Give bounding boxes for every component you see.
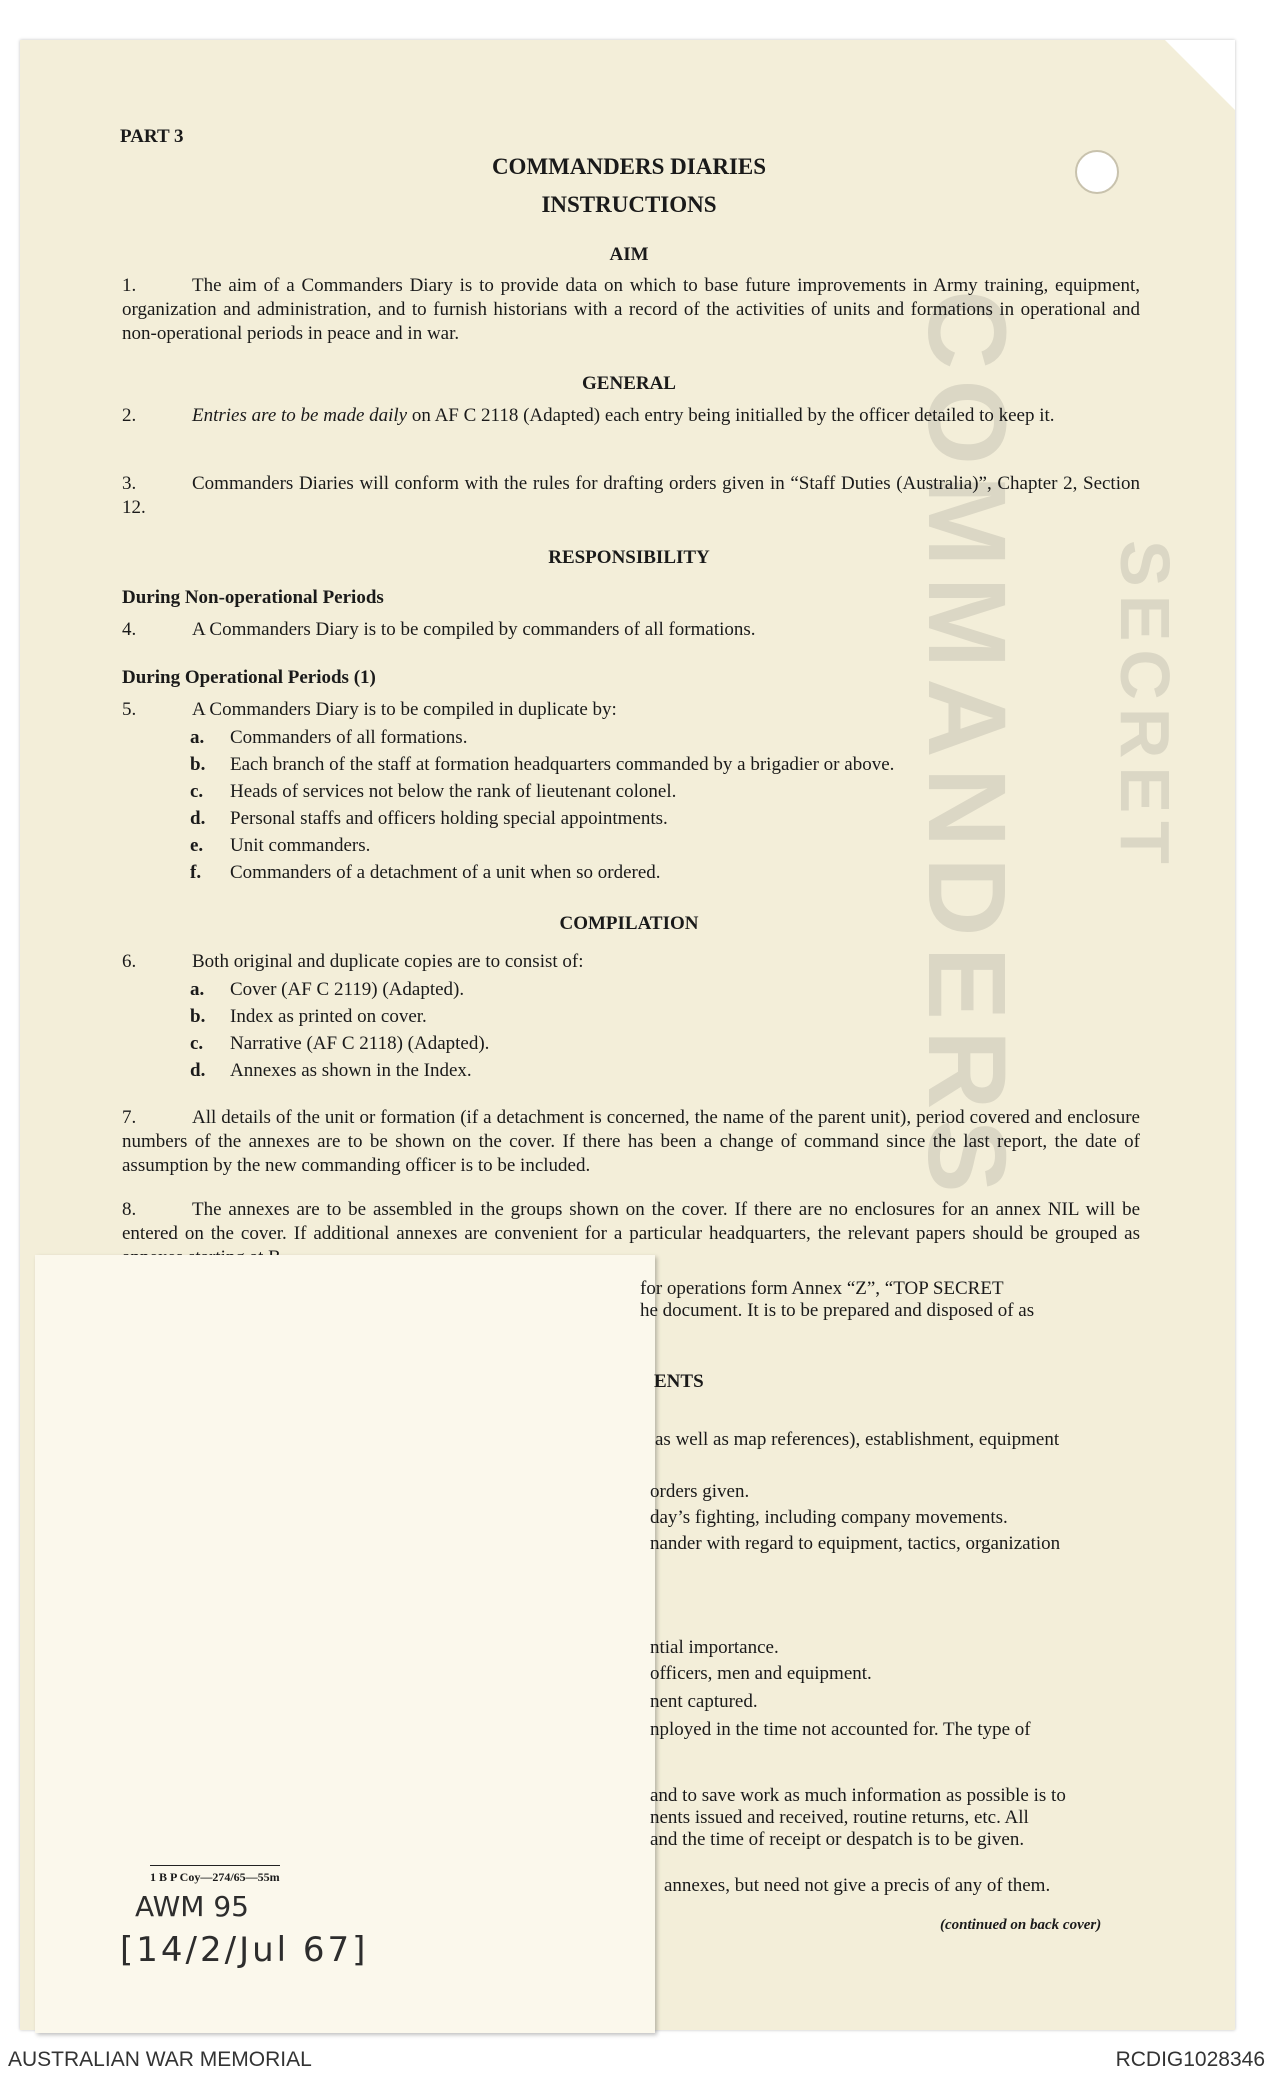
list-item	[190, 978, 1090, 1005]
list-letter: a.	[190, 979, 205, 1000]
list-letter: d.	[190, 808, 206, 829]
subheading-non-operational: During Non-operational Periods	[122, 587, 384, 608]
paragraph-6	[122, 950, 1140, 974]
bleed-through-commanders: COMMANDERS	[905, 290, 1028, 1203]
heading-general: GENERAL	[582, 373, 676, 394]
paragraph-number: 5.	[122, 699, 137, 720]
paragraph-4	[122, 618, 1140, 642]
paragraph-text: The aim of a Commanders Diary is to provide data on which to base future improvements in Army training, equipment, organization and administration, and to furnish historians with a record of the activities of units and formations in operational and non-operational periods in peace and in war.	[122, 275, 1140, 344]
paragraph-number: 8.	[122, 1199, 137, 1220]
paragraph-number: 3.	[122, 473, 137, 494]
continued-note: (continued on back cover)	[940, 1917, 1102, 1933]
part-label: PART 3	[120, 126, 184, 147]
torn-corner	[1165, 40, 1235, 110]
paragraph-5-list	[190, 726, 1090, 888]
paragraph-3	[122, 472, 1140, 520]
paragraph-6-list	[190, 978, 1090, 1086]
paragraph-number: 7.	[122, 1107, 137, 1128]
paragraph-text: on AF C 2118 (Adapted) each entry being initialled by the officer detailed to keep it.	[407, 405, 1055, 426]
paragraph-number: 1.	[122, 275, 137, 296]
list-item	[190, 807, 1090, 834]
heading-aim: AIM	[609, 244, 649, 265]
text-fragment: ntial importance.	[650, 1637, 779, 1658]
list-text: Commanders of all formations.	[230, 727, 468, 748]
paragraph-text: The annexes are to be assembled in the groups shown on the cover. If there are no enclosures for an annex NIL will be entered on the cover. If additional annexes are convenient for a particular headquarters, the relevant papers should be grouped as	[122, 1199, 1140, 1244]
paragraph-text: A Commanders Diary is to be compiled in duplicate by:	[192, 699, 617, 720]
text-fragment: nent captured.	[650, 1691, 758, 1712]
document-subtitle: INSTRUCTIONS	[541, 192, 717, 217]
list-item	[190, 780, 1090, 807]
list-text: Index as printed on cover.	[230, 1006, 427, 1027]
list-letter: e.	[190, 835, 204, 856]
printer-mark: 1 B P Coy—274/65—55m	[150, 1865, 280, 1885]
list-text: Annexes as shown in the Index.	[230, 1060, 472, 1081]
list-text: Cover (AF C 2119) (Adapted).	[230, 979, 465, 1000]
list-letter: c.	[190, 781, 204, 802]
text-fragment: and the time of receipt or despatch is to be given.	[650, 1829, 1025, 1850]
list-letter: b.	[190, 754, 206, 775]
list-text: Unit commanders.	[230, 835, 371, 856]
paragraph-5	[122, 698, 1140, 722]
paragraph-7	[122, 1106, 1140, 1178]
list-item	[190, 1032, 1090, 1059]
text-fragment: day’s fighting, including company movements.	[650, 1507, 1008, 1528]
text-fragment: nander with regard to equipment, tactics, organization	[650, 1533, 1061, 1554]
text-fragment: as well as map references), establishment, equipment	[655, 1429, 1060, 1450]
paragraph-number: 2.	[122, 405, 137, 426]
paragraph-number: 6.	[122, 951, 137, 972]
list-item	[190, 1005, 1090, 1032]
list-letter: d.	[190, 1060, 206, 1081]
list-item	[190, 726, 1090, 753]
paragraph-text: All details of the unit or formation (if a detachment is concerned, the name of the parent unit), period covered and enclosure numbers of the annexes are to be shown on the cover. If there has been a change of command since the last report, the date of assumption by the new commanding officer is to be included.	[122, 1107, 1140, 1176]
list-letter: b.	[190, 1006, 206, 1027]
paragraph-text: A Commanders Diary is to be compiled by commanders of all formations.	[192, 619, 756, 640]
list-letter: c.	[190, 1033, 204, 1054]
list-item	[190, 861, 1090, 888]
list-text: Personal staffs and officers holding special appointments.	[230, 808, 668, 829]
list-item	[190, 1059, 1090, 1086]
overlapping-paper	[35, 1255, 655, 2033]
text-fragment: nployed in the time not accounted for. The type of	[650, 1719, 1031, 1740]
heading-responsibility: RESPONSIBILITY	[548, 547, 710, 568]
list-text: Narrative (AF C 2118) (Adapted).	[230, 1033, 490, 1054]
document-title: COMMANDERS DIARIES	[491, 154, 767, 179]
text-fragment: nents issued and received, routine returns, etc. All	[650, 1807, 1029, 1828]
list-letter: a.	[190, 727, 205, 748]
text-fragment: orders given.	[650, 1481, 750, 1502]
list-letter: f.	[190, 862, 202, 883]
list-item	[190, 834, 1090, 861]
text-fragment: he document. It is to be prepared and disposed of as	[640, 1300, 1035, 1321]
text-fragment: ENTS	[654, 1371, 704, 1392]
text-fragment: and to save work as much information as possible is to	[650, 1785, 1066, 1806]
paragraph-text: Commanders Diaries will conform with the rules for drafting orders given in “Staff Duties (Australia)”, Chapter 2, Section 12.	[122, 473, 1140, 518]
bleed-through-secret: SECRET	[1106, 540, 1184, 872]
heading-compilation: COMPILATION	[559, 913, 699, 934]
handwritten-reference: [14/2/Jul 67]	[120, 1930, 369, 1970]
paragraph-1	[122, 274, 1140, 346]
text-fragment: annexes, but need not give a precis of any of them.	[664, 1875, 1051, 1896]
footer-id: RCDIG1028346	[1115, 2048, 1265, 2071]
handwritten-series: AWM 95	[135, 1890, 249, 1923]
paragraph-text: Both original and duplicate copies are to consist of:	[192, 951, 584, 972]
text-fragment: for operations form Annex “Z”, “TOP SECRET	[640, 1278, 1004, 1299]
list-item	[190, 753, 1090, 780]
paragraph-italic-text: Entries are to be made daily	[192, 405, 408, 426]
subheading-operational: During Operational Periods (1)	[122, 667, 376, 688]
footer-source: AUSTRALIAN WAR MEMORIAL	[8, 2048, 312, 2071]
list-text: Commanders of a detachment of a unit when so ordered.	[230, 862, 661, 883]
list-text: Heads of services not below the rank of lieutenant colonel.	[230, 781, 677, 802]
text-fragment: officers, men and equipment.	[650, 1663, 872, 1684]
paragraph-number: 4.	[122, 619, 137, 640]
list-text: Each branch of the staff at formation headquarters commanded by a brigadier or above.	[230, 754, 895, 775]
paragraph-2	[122, 404, 1140, 428]
